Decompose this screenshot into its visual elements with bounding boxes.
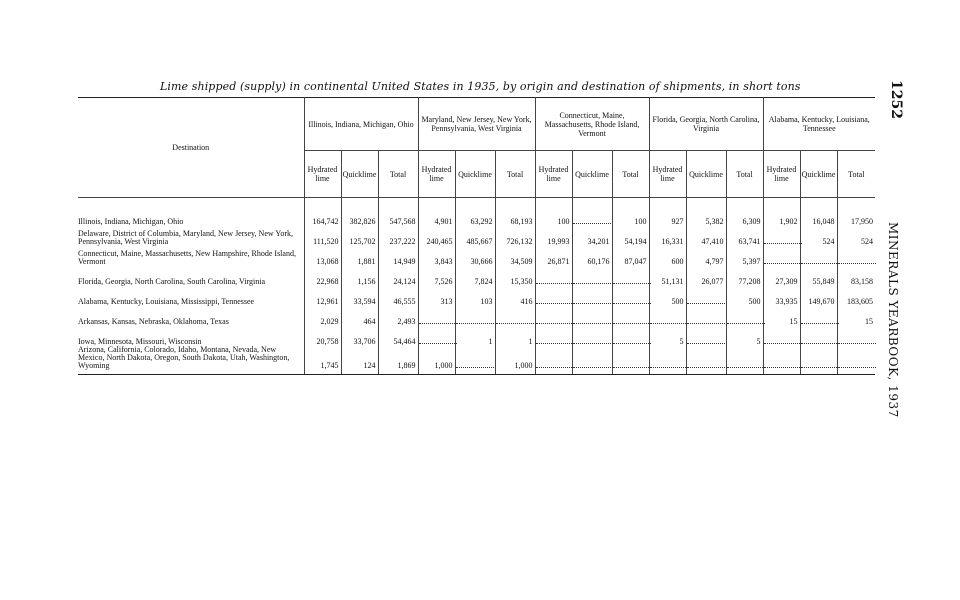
table-cell <box>649 346 686 375</box>
table-cell: 16,331 <box>649 226 686 246</box>
empty-leader <box>687 339 725 344</box>
table-cell <box>535 346 572 375</box>
empty-leader <box>456 319 494 324</box>
table-cell <box>572 306 612 326</box>
table-cell <box>800 346 837 375</box>
table-cell: 33,594 <box>341 286 378 306</box>
empty-leader <box>613 279 651 284</box>
running-head: MINERALS YEARBOOK, 1937 <box>886 222 900 418</box>
table-cell <box>572 198 612 227</box>
table-cell: 20,758 <box>304 326 341 346</box>
table-cell: 87,047 <box>612 246 649 266</box>
table-cell: 63,741 <box>726 226 763 246</box>
empty-leader <box>801 339 839 344</box>
table-cell: 1,869 <box>378 346 418 375</box>
table-row <box>78 246 875 266</box>
table-cell: 15 <box>865 317 874 326</box>
table-cell: 15,350 <box>495 266 535 286</box>
empty-leader <box>764 339 802 344</box>
empty-leader <box>536 279 574 284</box>
table-cell: 500 <box>649 286 686 306</box>
table-cell <box>686 326 726 346</box>
group-header: Maryland, New Jersey, New York, Pennsylvania, West Virginia <box>418 98 535 151</box>
empty-leader <box>687 319 725 324</box>
table-cell: 77,208 <box>726 266 763 286</box>
table-cell: 15 <box>763 306 800 326</box>
empty-leader <box>536 363 574 368</box>
table-cell <box>800 246 837 266</box>
table-cell: 4,797 <box>686 246 726 266</box>
table-cell: 1 <box>495 326 535 346</box>
table-cell <box>455 346 495 375</box>
page-number: 1252 <box>888 80 904 119</box>
column-header: Quicklime <box>686 151 726 198</box>
table-cell: 30,666 <box>455 246 495 266</box>
empty-leader <box>764 239 802 244</box>
table-row <box>78 226 875 246</box>
table-row <box>78 326 875 346</box>
table-cell: 1,881 <box>341 246 378 266</box>
column-header: Total <box>495 151 535 198</box>
table-cell: 183,605 <box>847 297 874 306</box>
column-header: Hydrated lime <box>535 151 572 198</box>
empty-leader <box>456 363 494 368</box>
empty-leader <box>838 259 876 264</box>
empty-leader <box>801 259 839 264</box>
table-row <box>78 346 875 375</box>
table-cell <box>763 246 800 266</box>
table-cell: 1 <box>455 326 495 346</box>
table-cell: 12,961 <box>304 286 341 306</box>
destination-label: Florida, Georgia, North Carolina, South Carolina, Virginia <box>78 266 304 286</box>
table-cell: 103 <box>455 286 495 306</box>
table-cell: 7,824 <box>455 266 495 286</box>
empty-leader <box>687 299 725 304</box>
table-cell: 100 <box>535 198 572 227</box>
table-cell <box>686 306 726 326</box>
table-cell: 63,292 <box>455 198 495 227</box>
table-cell <box>763 226 800 246</box>
table-cell: 83,158 <box>851 277 874 286</box>
table-cell: 55,849 <box>800 266 837 286</box>
table-cell: 149,670 <box>800 286 837 306</box>
table-cell: 2,029 <box>304 306 341 326</box>
table-cell <box>837 326 875 346</box>
empty-leader <box>419 339 457 344</box>
table-cell: 26,077 <box>686 266 726 286</box>
empty-leader <box>573 319 611 324</box>
empty-leader <box>727 319 765 324</box>
table-cell: 46,555 <box>378 286 418 306</box>
column-header: Quicklime <box>572 151 612 198</box>
table-cell: 54,464 <box>378 326 418 346</box>
table-cell: 7,526 <box>418 266 455 286</box>
table-cell: 124 <box>341 346 378 375</box>
empty-leader <box>727 363 765 368</box>
table-cell: 5 <box>726 326 763 346</box>
table-cell <box>686 346 726 375</box>
table-cell <box>535 266 572 286</box>
empty-leader <box>573 363 611 368</box>
column-header: Quicklime <box>341 151 378 198</box>
lime-shipments-table <box>78 97 875 375</box>
table-cell: 382,826 <box>341 198 378 227</box>
group-header: Connecticut, Maine, Massachusetts, Rhode Island, Vermont <box>535 98 649 151</box>
table-cell <box>612 286 649 306</box>
table-cell: 34,509 <box>495 246 535 266</box>
table-cell: 47,410 <box>686 226 726 246</box>
table-cell <box>612 346 649 375</box>
table-cell <box>418 306 455 326</box>
table-cell: 33,935 <box>763 286 800 306</box>
destination-label: Connecticut, Maine, Massachusetts, New Hampshire, Rhode Island, Vermont <box>78 246 304 266</box>
empty-leader <box>764 259 802 264</box>
destination-label: Illinois, Indiana, Michigan, Ohio <box>78 198 304 227</box>
table-cell: 34,201 <box>572 226 612 246</box>
table-cell <box>763 346 800 375</box>
table-cell: 54,194 <box>612 226 649 246</box>
table-cell: 1,000 <box>495 346 535 375</box>
empty-leader <box>613 319 651 324</box>
table-cell: 13,068 <box>304 246 341 266</box>
table-cell: 726,132 <box>495 226 535 246</box>
empty-leader <box>536 319 574 324</box>
table-cell: 22,968 <box>304 266 341 286</box>
table-cell: 111,520 <box>304 226 341 246</box>
destination-label: Arizona, California, Colorado, Idaho, Montana, Nevada, New Mexico, North Dakota, Oregon, South Dakota, Utah, Washington, Wyoming <box>78 346 304 375</box>
table-cell: 68,193 <box>495 198 535 227</box>
empty-leader <box>536 339 574 344</box>
table-row <box>78 306 875 326</box>
table-cell <box>535 326 572 346</box>
table-cell: 500 <box>726 286 763 306</box>
column-header: Quicklime <box>455 151 495 198</box>
table-cell: 164,742 <box>304 198 341 227</box>
table-cell: 240,465 <box>418 226 455 246</box>
column-header: Hydrated lime <box>649 151 686 198</box>
empty-leader <box>573 339 611 344</box>
column-header: Total <box>612 151 649 198</box>
table-cell: 26,871 <box>535 246 572 266</box>
table-cell: 16,048 <box>800 198 837 227</box>
table-cell <box>572 326 612 346</box>
table-cell: 17,950 <box>851 217 874 226</box>
table-cell: 416 <box>495 286 535 306</box>
empty-leader <box>419 319 457 324</box>
column-header: Total <box>726 151 763 198</box>
empty-leader <box>801 319 839 324</box>
destination-header: Destination <box>78 98 304 198</box>
table-cell: 464 <box>341 306 378 326</box>
table-cell: 3,843 <box>418 246 455 266</box>
table-cell <box>535 306 572 326</box>
empty-leader <box>613 299 651 304</box>
table-cell: 1,902 <box>763 198 800 227</box>
table-cell <box>837 246 875 266</box>
empty-leader <box>613 363 651 368</box>
table-cell <box>418 326 455 346</box>
table-cell: 60,176 <box>572 246 612 266</box>
table-cell <box>495 306 535 326</box>
table-cell: 2,493 <box>378 306 418 326</box>
group-header: Florida, Georgia, North Carolina, Virginia <box>649 98 763 151</box>
table-cell: 24,124 <box>378 266 418 286</box>
destination-label: Iowa, Minnesota, Missouri, Wisconsin <box>78 326 304 346</box>
empty-leader <box>573 279 611 284</box>
table-cell <box>686 286 726 306</box>
table-cell: 927 <box>649 198 686 227</box>
table-cell: 524 <box>800 226 837 246</box>
column-header: Hydrated lime <box>763 151 800 198</box>
table-cell: 237,222 <box>378 226 418 246</box>
empty-leader <box>801 363 839 368</box>
table-cell: 4,901 <box>418 198 455 227</box>
table-cell: 33,706 <box>341 326 378 346</box>
table-cell: 547,568 <box>378 198 418 227</box>
column-header: Quicklime <box>800 151 837 198</box>
table-cell: 5,382 <box>686 198 726 227</box>
table-cell: 5 <box>649 326 686 346</box>
table-cell: 1,745 <box>304 346 341 375</box>
empty-leader <box>573 219 611 224</box>
table-cell <box>535 286 572 306</box>
table-row <box>78 198 875 227</box>
table-cell: 1,156 <box>341 266 378 286</box>
empty-leader <box>573 299 611 304</box>
table-cell <box>800 326 837 346</box>
table-cell <box>612 326 649 346</box>
column-header: Total <box>378 151 418 198</box>
table-cell <box>800 306 837 326</box>
empty-leader <box>650 319 688 324</box>
table-cell: 14,949 <box>378 246 418 266</box>
column-header: Total <box>837 151 875 198</box>
table-row <box>78 286 875 306</box>
table-cell: 6,309 <box>726 198 763 227</box>
empty-leader <box>764 363 802 368</box>
table-cell <box>572 266 612 286</box>
group-header: Illinois, Indiana, Michigan, Ohio <box>304 98 418 151</box>
table-cell <box>612 266 649 286</box>
empty-leader <box>536 299 574 304</box>
table-cell: 524 <box>861 237 874 246</box>
empty-leader <box>496 319 534 324</box>
table-cell: 51,131 <box>649 266 686 286</box>
table-cell <box>726 306 763 326</box>
table-caption: Lime shipped (supply) in continental United States in 1935, by origin and destination of shipments, in short tons <box>160 80 801 93</box>
empty-leader <box>838 339 876 344</box>
table-cell: 1,000 <box>418 346 455 375</box>
table-cell: 313 <box>418 286 455 306</box>
empty-leader <box>838 363 876 368</box>
table-cell: 19,993 <box>535 226 572 246</box>
column-header: Hydrated lime <box>304 151 341 198</box>
table-cell <box>612 306 649 326</box>
column-header: Hydrated lime <box>418 151 455 198</box>
destination-label: Delaware, District of Columbia, Maryland, New Jersey, New York, Pennsylvania, West Virginia <box>78 226 304 246</box>
table-cell: 5,397 <box>726 246 763 266</box>
table-cell: 125,702 <box>341 226 378 246</box>
table-cell <box>649 306 686 326</box>
destination-label: Alabama, Kentucky, Louisiana, Mississippi, Tennessee <box>78 286 304 306</box>
table-cell <box>763 326 800 346</box>
table-cell <box>572 286 612 306</box>
table-cell <box>572 346 612 375</box>
group-header: Alabama, Kentucky, Louisiana, Tennessee <box>763 98 875 151</box>
table-cell: 600 <box>649 246 686 266</box>
table-cell <box>455 306 495 326</box>
table-cell <box>726 346 763 375</box>
empty-leader <box>650 363 688 368</box>
table-cell: 27,309 <box>763 266 800 286</box>
table-row <box>78 266 875 286</box>
table-cell: 100 <box>612 198 649 227</box>
empty-leader <box>687 363 725 368</box>
empty-leader <box>613 339 651 344</box>
table-cell: 485,667 <box>455 226 495 246</box>
table-cell <box>837 346 875 375</box>
destination-label: Arkansas, Kansas, Nebraska, Oklahoma, Texas <box>78 306 304 326</box>
